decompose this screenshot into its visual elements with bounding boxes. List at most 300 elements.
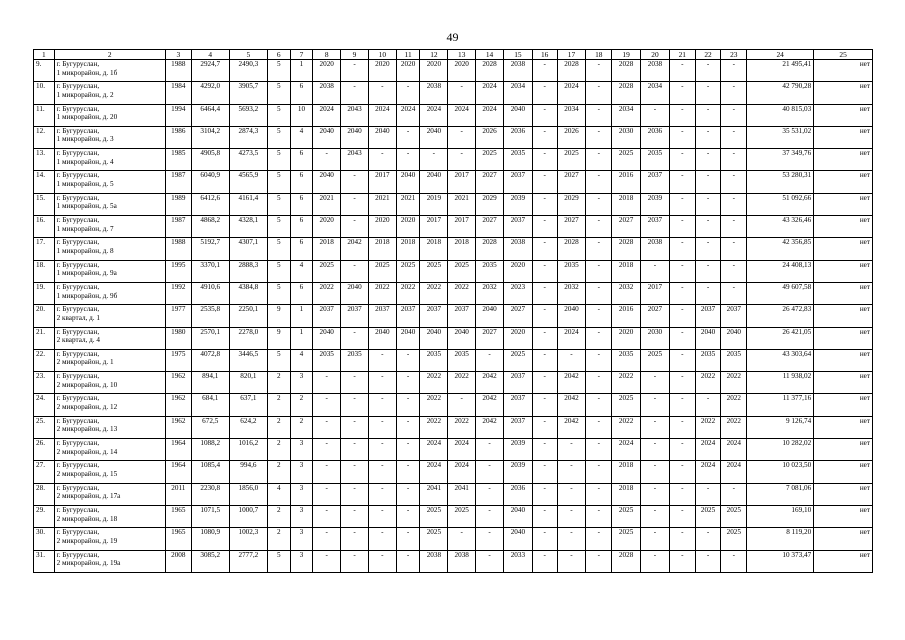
table-cell: 6 xyxy=(290,282,313,304)
column-header: 2 xyxy=(54,50,165,60)
table-cell: 1 xyxy=(290,327,313,349)
table-cell: - xyxy=(396,505,420,527)
table-cell: - xyxy=(669,483,695,505)
table-cell: нет xyxy=(814,528,873,550)
table-cell: - xyxy=(695,104,721,126)
row-number: 9. xyxy=(34,60,55,82)
column-header: 14 xyxy=(476,50,504,60)
table-cell: 2027 xyxy=(612,216,641,238)
table-cell: 1995 xyxy=(165,260,191,282)
table-cell: - xyxy=(557,439,586,461)
table-cell: 2038 xyxy=(420,82,448,104)
table-cell: - xyxy=(341,372,369,394)
table-cell: 5 xyxy=(267,282,290,304)
table-cell: 2021 xyxy=(368,193,396,215)
table-cell: нет xyxy=(814,238,873,260)
table-cell: 2032 xyxy=(612,282,641,304)
table-cell: нет xyxy=(814,260,873,282)
table-cell: 2042 xyxy=(341,238,369,260)
table-cell: - xyxy=(368,416,396,438)
address-cell: г. Бугуруслан, 2 микрорайон, д. 19 xyxy=(54,528,165,550)
table-cell: - xyxy=(368,82,396,104)
table-cell: 2025 xyxy=(557,149,586,171)
table-cell: - xyxy=(669,416,695,438)
table-cell: 2017 xyxy=(448,171,476,193)
table-cell: 1 xyxy=(290,305,313,327)
table-cell: 2028 xyxy=(476,238,504,260)
table-cell: 2777,2 xyxy=(229,550,267,572)
table-cell: 2016 xyxy=(612,305,641,327)
table-cell: 1992 xyxy=(165,282,191,304)
table-cell: 2024 xyxy=(721,439,747,461)
table-cell: - xyxy=(721,282,747,304)
table-cell: 1 xyxy=(290,60,313,82)
table-cell: нет xyxy=(814,394,873,416)
table-cell: 2042 xyxy=(557,416,586,438)
table-cell: 2024 xyxy=(420,461,448,483)
table-cell: - xyxy=(721,60,747,82)
table-cell: 2022 xyxy=(695,372,721,394)
table-cell: - xyxy=(368,394,396,416)
address-cell: г. Бугуруслан, 1 микрорайон, д. 2 xyxy=(54,82,165,104)
table-cell: 2011 xyxy=(165,483,191,505)
table-cell: 2570,1 xyxy=(191,327,229,349)
row-number: 30. xyxy=(34,528,55,550)
table-cell: - xyxy=(557,505,586,527)
table-cell: 2037 xyxy=(721,305,747,327)
table-cell: 2535,8 xyxy=(191,305,229,327)
table-cell: - xyxy=(586,82,612,104)
table-cell: 2025 xyxy=(448,505,476,527)
table-cell: 2018 xyxy=(396,238,420,260)
table-cell: 2022 xyxy=(313,282,341,304)
table-cell: 2022 xyxy=(420,282,448,304)
table-cell: - xyxy=(532,60,557,82)
table-cell: - xyxy=(368,149,396,171)
table-cell: - xyxy=(396,439,420,461)
table-cell: 2924,7 xyxy=(191,60,229,82)
table-cell: - xyxy=(586,193,612,215)
table-cell: 2040 xyxy=(368,126,396,148)
table-cell: 3104,2 xyxy=(191,126,229,148)
table-cell: 2030 xyxy=(641,327,670,349)
table-cell: 40 815,03 xyxy=(747,104,814,126)
table-cell: - xyxy=(586,216,612,238)
table-cell: 9 126,74 xyxy=(747,416,814,438)
table-cell: - xyxy=(641,528,670,550)
table-cell: - xyxy=(641,260,670,282)
table-cell: 894,1 xyxy=(191,372,229,394)
table-cell: 2025 xyxy=(420,505,448,527)
table-cell: 994,6 xyxy=(229,461,267,483)
table-cell: - xyxy=(641,505,670,527)
table-cell: - xyxy=(476,528,504,550)
table-cell: - xyxy=(695,528,721,550)
table-cell: - xyxy=(669,260,695,282)
table-cell: - xyxy=(557,349,586,371)
table-cell: 2023 xyxy=(503,282,532,304)
row-number: 15. xyxy=(34,193,55,215)
table-cell: 2034 xyxy=(557,104,586,126)
table-cell: 2035 xyxy=(313,349,341,371)
table-cell: - xyxy=(721,216,747,238)
table-cell: 2027 xyxy=(476,327,504,349)
table-cell: - xyxy=(476,349,504,371)
table-cell: - xyxy=(641,550,670,572)
table-cell: 2020 xyxy=(368,216,396,238)
table-cell: 2034 xyxy=(503,82,532,104)
table-cell: - xyxy=(586,282,612,304)
table-row xyxy=(34,349,873,371)
table-cell: 2022 xyxy=(695,416,721,438)
address-cell: г. Бугуруслан, 1 микрорайон, д. 7 xyxy=(54,216,165,238)
table-cell: - xyxy=(396,82,420,104)
table-row xyxy=(34,305,873,327)
table-cell: 2037 xyxy=(420,305,448,327)
address-cell: г. Бугуруслан, 1 микрорайон, д. 5 xyxy=(54,171,165,193)
table-cell: 2 xyxy=(267,528,290,550)
table-cell: - xyxy=(368,461,396,483)
table-cell: 2024 xyxy=(396,104,420,126)
table-cell: 1988 xyxy=(165,238,191,260)
row-number: 21. xyxy=(34,327,55,349)
table-cell: 2028 xyxy=(557,60,586,82)
row-number: 13. xyxy=(34,149,55,171)
table-cell: - xyxy=(669,216,695,238)
table-cell: нет xyxy=(814,305,873,327)
table-cell: 2024 xyxy=(448,104,476,126)
table-cell: 51 092,66 xyxy=(747,193,814,215)
table-cell: 2029 xyxy=(476,193,504,215)
table-cell: 2040 xyxy=(420,171,448,193)
table-cell: 2035 xyxy=(448,349,476,371)
table-cell: 2040 xyxy=(695,327,721,349)
table-cell: 2025 xyxy=(612,149,641,171)
address-cell: г. Бугуруслан, 2 микрорайон, д. 19а xyxy=(54,550,165,572)
table-cell: 2033 xyxy=(503,550,532,572)
column-header: 24 xyxy=(747,50,814,60)
table-cell: - xyxy=(695,82,721,104)
table-cell: 2 xyxy=(290,416,313,438)
table-cell: - xyxy=(669,505,695,527)
table-row xyxy=(34,60,873,82)
table-cell: - xyxy=(669,149,695,171)
table-cell: - xyxy=(557,461,586,483)
table-cell: - xyxy=(695,394,721,416)
table-cell: 1984 xyxy=(165,82,191,104)
table-cell: 2019 xyxy=(420,193,448,215)
column-header: 12 xyxy=(420,50,448,60)
table-cell: 2040 xyxy=(503,104,532,126)
table-cell: - xyxy=(641,394,670,416)
table-cell: 2022 xyxy=(420,394,448,416)
table-cell: 42 356,85 xyxy=(747,238,814,260)
table-cell: 2035 xyxy=(721,349,747,371)
table-cell: 2230,8 xyxy=(191,483,229,505)
table-cell: 1986 xyxy=(165,126,191,148)
table-cell: 2043 xyxy=(341,149,369,171)
table-cell: 2022 xyxy=(448,416,476,438)
table-cell: 6412,6 xyxy=(191,193,229,215)
table-cell: - xyxy=(695,260,721,282)
table-cell: - xyxy=(532,439,557,461)
table-cell: - xyxy=(341,171,369,193)
table-cell: 2037 xyxy=(503,171,532,193)
table-cell: 5 xyxy=(267,60,290,82)
table-cell: 5 xyxy=(267,126,290,148)
table-cell: 2035 xyxy=(341,349,369,371)
table-cell: 2874,3 xyxy=(229,126,267,148)
table-cell: 4072,8 xyxy=(191,349,229,371)
row-number: 28. xyxy=(34,483,55,505)
table-row xyxy=(34,439,873,461)
table-cell: - xyxy=(396,461,420,483)
table-cell: - xyxy=(695,60,721,82)
table-cell: 2042 xyxy=(476,394,504,416)
table-cell: 1987 xyxy=(165,171,191,193)
data-table xyxy=(33,49,873,573)
table-cell: - xyxy=(669,171,695,193)
row-number: 14. xyxy=(34,171,55,193)
table-cell: 1989 xyxy=(165,193,191,215)
table-cell: 2036 xyxy=(503,483,532,505)
table-cell: - xyxy=(669,104,695,126)
address-cell: г. Бугуруслан, 2 микрорайон, д. 12 xyxy=(54,394,165,416)
table-cell: - xyxy=(721,193,747,215)
table-cell: 49 607,58 xyxy=(747,282,814,304)
table-cell: 2024 xyxy=(420,439,448,461)
table-cell: 2025 xyxy=(368,260,396,282)
table-cell: 2035 xyxy=(641,149,670,171)
table-cell: - xyxy=(586,171,612,193)
table-cell: - xyxy=(341,82,369,104)
table-row xyxy=(34,193,873,215)
column-header: 19 xyxy=(612,50,641,60)
table-cell: 6 xyxy=(290,171,313,193)
table-cell: 2035 xyxy=(476,260,504,282)
table-cell: - xyxy=(532,171,557,193)
table-cell: 2030 xyxy=(612,126,641,148)
page-number: 49 xyxy=(446,30,459,44)
table-cell: 7 081,06 xyxy=(747,483,814,505)
table-cell: - xyxy=(448,528,476,550)
table-cell: 2038 xyxy=(503,238,532,260)
table-cell: - xyxy=(669,327,695,349)
table-cell: - xyxy=(532,372,557,394)
table-cell: - xyxy=(586,60,612,82)
table-cell: нет xyxy=(814,439,873,461)
table-cell: - xyxy=(695,282,721,304)
table-cell: 11 377,16 xyxy=(747,394,814,416)
table-cell: - xyxy=(641,483,670,505)
table-cell: 4910,6 xyxy=(191,282,229,304)
table-cell: - xyxy=(695,550,721,572)
table-cell: 42 790,28 xyxy=(747,82,814,104)
table-cell: - xyxy=(341,550,369,572)
table-cell: нет xyxy=(814,149,873,171)
address-cell: г. Бугуруслан, 1 микрорайон, д. 8 xyxy=(54,238,165,260)
table-cell: - xyxy=(532,461,557,483)
table-cell: 2038 xyxy=(420,550,448,572)
table-cell: 3085,2 xyxy=(191,550,229,572)
table-cell: 2022 xyxy=(368,282,396,304)
table-cell: 2020 xyxy=(313,60,341,82)
table-row xyxy=(34,149,873,171)
table-cell: 5192,7 xyxy=(191,238,229,260)
table-cell: 3905,7 xyxy=(229,82,267,104)
table-cell: - xyxy=(448,82,476,104)
table-cell: - xyxy=(313,149,341,171)
table-cell: - xyxy=(368,349,396,371)
table-cell: 1965 xyxy=(165,528,191,550)
table-cell: нет xyxy=(814,550,873,572)
table-cell: 1962 xyxy=(165,416,191,438)
table-cell: - xyxy=(313,461,341,483)
table-cell: 2029 xyxy=(557,193,586,215)
table-cell: - xyxy=(396,372,420,394)
table-cell: 4384,8 xyxy=(229,282,267,304)
table-cell: нет xyxy=(814,372,873,394)
table-cell: 5 xyxy=(267,149,290,171)
table-cell: - xyxy=(695,171,721,193)
column-header: 3 xyxy=(165,50,191,60)
table-cell: нет xyxy=(814,193,873,215)
table-cell: - xyxy=(586,104,612,126)
table-cell: - xyxy=(532,394,557,416)
column-header: 5 xyxy=(229,50,267,60)
table-cell: - xyxy=(532,238,557,260)
table-cell: 2034 xyxy=(612,104,641,126)
table-cell: 2027 xyxy=(557,216,586,238)
table-cell: 2037 xyxy=(641,216,670,238)
table-cell: - xyxy=(313,394,341,416)
table-row xyxy=(34,327,873,349)
address-cell: г. Бугуруслан, 2 микрорайон, д. 17а xyxy=(54,483,165,505)
table-cell: - xyxy=(586,305,612,327)
table-cell: 2040 xyxy=(313,171,341,193)
table-cell: - xyxy=(695,149,721,171)
table-cell: - xyxy=(586,550,612,572)
table-cell: - xyxy=(396,416,420,438)
table-cell: 2035 xyxy=(420,349,448,371)
table-cell: 2028 xyxy=(557,238,586,260)
table-row xyxy=(34,82,873,104)
table-cell: нет xyxy=(814,327,873,349)
table-cell: 2022 xyxy=(612,416,641,438)
table-cell: 169,10 xyxy=(747,505,814,527)
table-cell: - xyxy=(586,126,612,148)
table-cell: - xyxy=(368,528,396,550)
address-cell: г. Бугуруслан, 2 микрорайон, д. 1 xyxy=(54,349,165,371)
table-cell: - xyxy=(586,416,612,438)
table-cell: 10 xyxy=(290,104,313,126)
table-cell: 4 xyxy=(267,483,290,505)
table-cell: 2038 xyxy=(641,238,670,260)
table-cell: 1016,2 xyxy=(229,439,267,461)
table-cell: - xyxy=(532,305,557,327)
table-cell: 5693,2 xyxy=(229,104,267,126)
table-row xyxy=(34,260,873,282)
table-cell: 2025 xyxy=(612,505,641,527)
table-cell: 1962 xyxy=(165,394,191,416)
table-cell: 6464,4 xyxy=(191,104,229,126)
table-cell: - xyxy=(532,528,557,550)
table-cell: - xyxy=(586,349,612,371)
row-number: 22. xyxy=(34,349,55,371)
table-cell: 624,2 xyxy=(229,416,267,438)
table-cell: - xyxy=(669,372,695,394)
table-cell: 2032 xyxy=(476,282,504,304)
table-cell: 43 303,64 xyxy=(747,349,814,371)
table-cell: - xyxy=(476,483,504,505)
table-cell: - xyxy=(721,104,747,126)
table-cell: 2040 xyxy=(313,327,341,349)
table-cell: - xyxy=(641,104,670,126)
table-cell: 2017 xyxy=(420,216,448,238)
table-cell: 5 xyxy=(267,550,290,572)
table-cell: 10 373,47 xyxy=(747,550,814,572)
table-cell: 3 xyxy=(290,461,313,483)
table-cell: 3 xyxy=(290,505,313,527)
table-cell: - xyxy=(669,193,695,215)
table-cell: - xyxy=(448,394,476,416)
table-row xyxy=(34,505,873,527)
column-header: 16 xyxy=(532,50,557,60)
row-number: 12. xyxy=(34,126,55,148)
table-cell: - xyxy=(476,505,504,527)
table-cell: - xyxy=(669,439,695,461)
table-cell: 2024 xyxy=(695,439,721,461)
table-cell: 2024 xyxy=(695,461,721,483)
table-cell: 2025 xyxy=(396,260,420,282)
table-cell: 637,1 xyxy=(229,394,267,416)
table-cell: - xyxy=(641,461,670,483)
table-cell: 2035 xyxy=(695,349,721,371)
table-cell: 5 xyxy=(267,216,290,238)
table-cell: 26 421,05 xyxy=(747,327,814,349)
table-cell: - xyxy=(396,550,420,572)
table-cell: 2025 xyxy=(612,394,641,416)
table-row xyxy=(34,394,873,416)
table-cell: 2025 xyxy=(420,260,448,282)
table-cell: 2024 xyxy=(557,327,586,349)
table-cell: 1987 xyxy=(165,216,191,238)
table-cell: 4 xyxy=(290,349,313,371)
table-cell: 1980 xyxy=(165,327,191,349)
table-cell: 2027 xyxy=(503,305,532,327)
table-cell: 2037 xyxy=(448,305,476,327)
table-cell: 2036 xyxy=(503,126,532,148)
table-row xyxy=(34,528,873,550)
table-cell: - xyxy=(532,149,557,171)
column-header: 25 xyxy=(814,50,873,60)
table-cell: 2028 xyxy=(476,60,504,82)
column-header: 22 xyxy=(695,50,721,60)
table-cell: - xyxy=(532,216,557,238)
table-row xyxy=(34,126,873,148)
table-cell: - xyxy=(641,372,670,394)
table-row xyxy=(34,483,873,505)
table-cell: 2020 xyxy=(368,60,396,82)
table-cell: 2040 xyxy=(396,171,420,193)
table-cell: 2026 xyxy=(557,126,586,148)
table-cell: 2040 xyxy=(420,327,448,349)
table-cell: - xyxy=(476,461,504,483)
table-cell: 2022 xyxy=(721,416,747,438)
table-cell: 2043 xyxy=(341,104,369,126)
column-header: 20 xyxy=(641,50,670,60)
table-cell: 35 531,02 xyxy=(747,126,814,148)
